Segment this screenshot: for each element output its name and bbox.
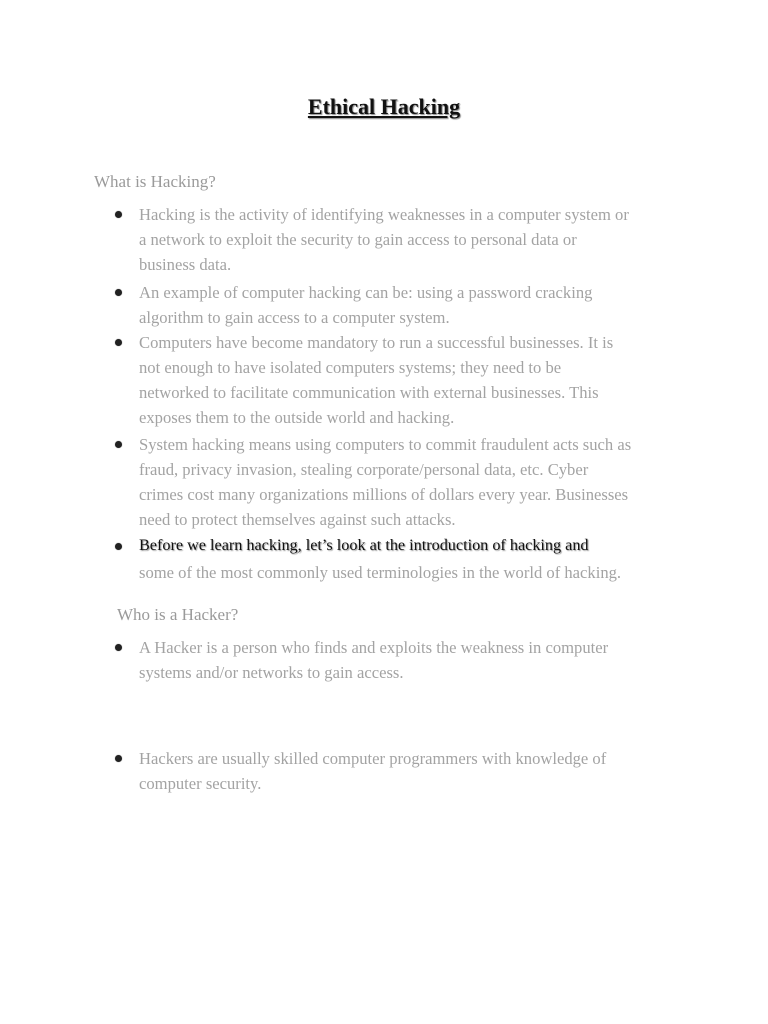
bullet-icon xyxy=(115,644,122,651)
bullet-line: computer security. xyxy=(139,774,262,793)
bullet-line: systems and/or networks to gain access. xyxy=(139,663,404,682)
section-heading-what-is-hacking: What is Hacking? xyxy=(94,172,216,191)
bullet-line: not enough to have isolated computers systems; they need to be xyxy=(139,358,562,377)
bullet-line: networked to facilitate communication with external businesses. This xyxy=(139,383,599,402)
bullet-icon xyxy=(115,755,122,762)
bullet-line: crimes cost many organizations millions of dollars every year. Businesses xyxy=(139,485,629,504)
bullet-line: A Hacker is a person who finds and exploits the weakness in computer xyxy=(139,638,609,657)
bullet-line: An example of computer hacking can be: using a password cracking xyxy=(139,283,593,302)
bullet-line: exposes them to the outside world and hacking. xyxy=(139,408,455,427)
bullet-line: a network to exploit the security to gain access to personal data or xyxy=(139,230,577,249)
document-title: Ethical Hacking xyxy=(307,94,461,119)
bullet-line: algorithm to gain access to a computer system. xyxy=(139,308,450,327)
section-heading-who-is-a-hacker: Who is a Hacker? xyxy=(117,605,239,624)
bullet-line: need to protect themselves against such attacks. xyxy=(139,510,456,529)
bullet-icon xyxy=(115,543,122,550)
bullet-line: fraud, privacy invasion, stealing corporate/personal data, etc. Cyber xyxy=(139,460,589,479)
bullet-icon xyxy=(115,339,122,346)
bullet-icon xyxy=(115,289,122,296)
bullet-line: System hacking means using computers to commit fraudulent acts such as xyxy=(139,435,632,454)
bullet-line: Before we learn hacking, let’s look at the introduction of hacking and xyxy=(139,536,589,554)
bullet-icon xyxy=(115,441,122,448)
bullet-line: Hackers are usually skilled computer programmers with knowledge of xyxy=(139,749,607,768)
bullet-line: some of the most commonly used terminologies in the world of hacking. xyxy=(139,563,622,582)
bullet-line: Hacking is the activity of identifying weaknesses in a computer system or xyxy=(139,205,629,224)
bullet-line: Computers have become mandatory to run a successful businesses. It is xyxy=(139,333,614,352)
bullet-icon xyxy=(115,211,122,218)
bullet-line: business data. xyxy=(139,255,232,274)
